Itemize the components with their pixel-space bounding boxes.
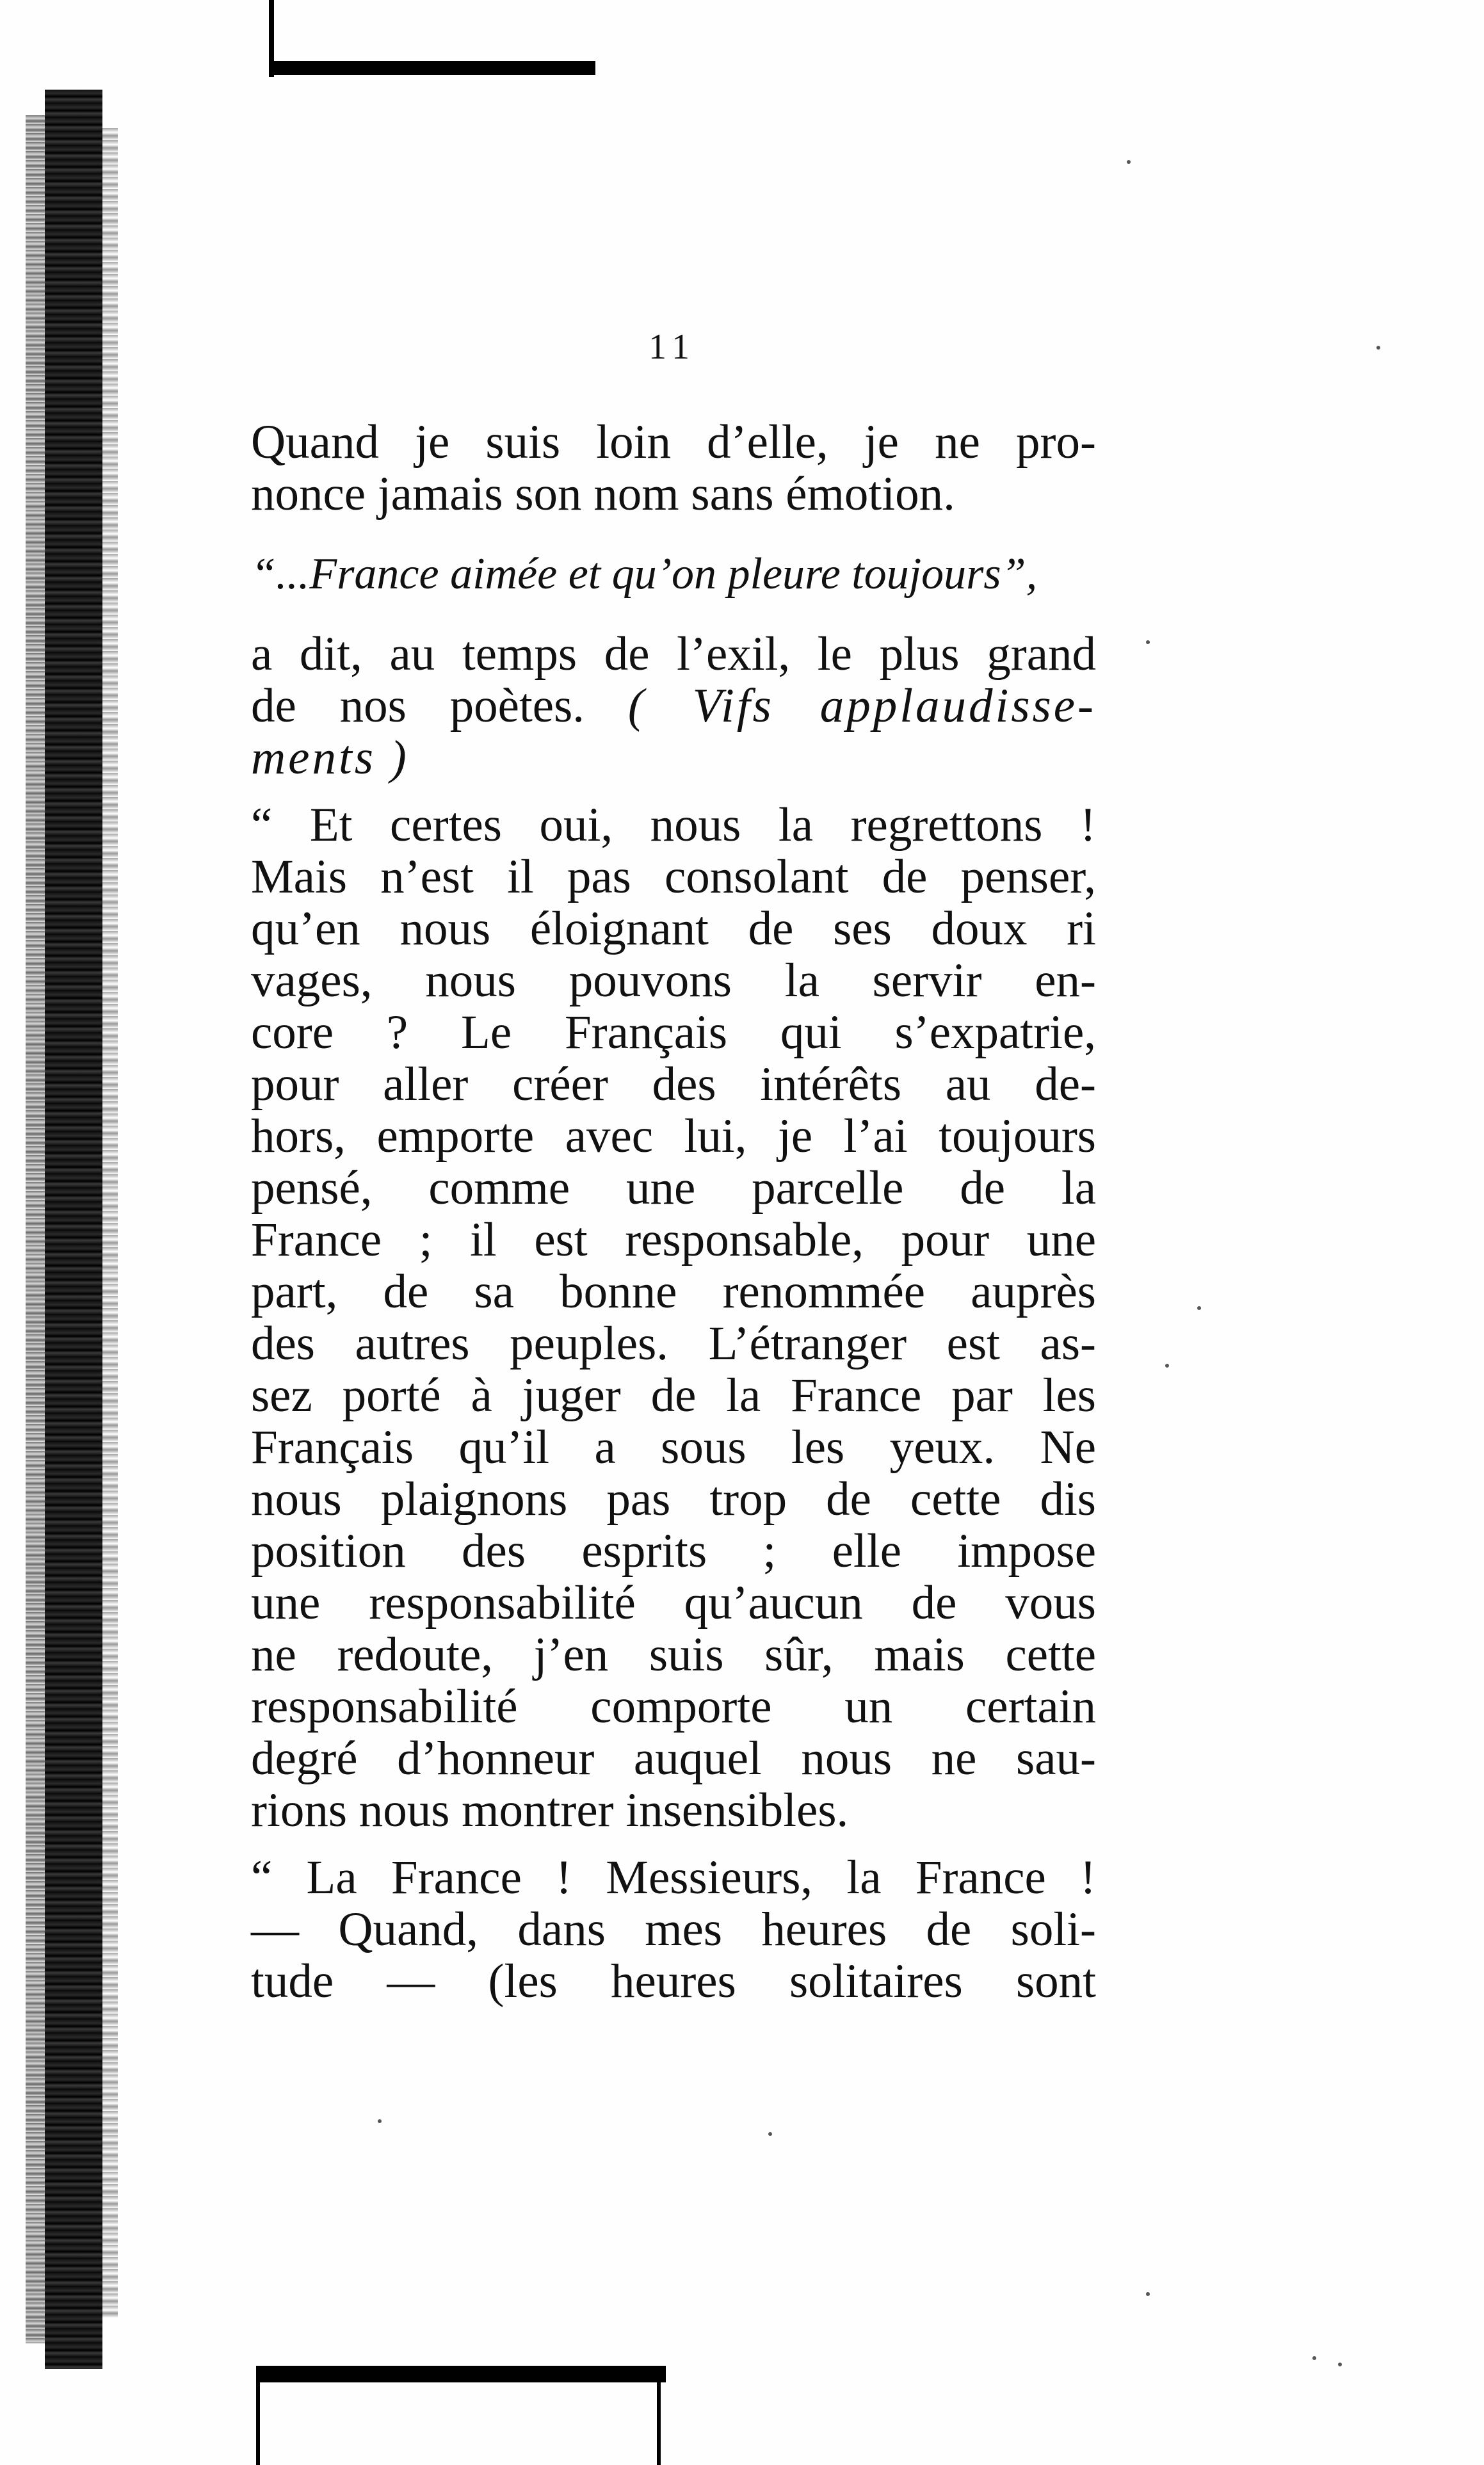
text-line: sez porté à juger de la France par les (251, 1369, 1096, 1422)
body-text (251, 416, 1096, 2007)
text-line: a dit, au temps de l’exil, le plus grand (251, 627, 1096, 681)
scan-speck (1338, 2363, 1342, 2366)
text-line: nonce jamais son nom sans émotion. (251, 467, 955, 521)
scan-clip-top (269, 0, 595, 77)
scan-speck (1127, 160, 1131, 164)
text-line: rions nous montrer insensibles. (251, 1784, 849, 1837)
poetry-quote: “...France aimée et qu’on pleure toujours”, (251, 549, 1038, 599)
text-line (251, 680, 1096, 732)
text-line: vages, nous pouvons la servir en- (251, 954, 1096, 1007)
scan-speck (1312, 2356, 1316, 2360)
scan-clip-bottom-post-right (657, 2366, 661, 2465)
text-line: pour aller créer des intérêts au de- (251, 1058, 1096, 1111)
scan-speck (768, 2132, 772, 2136)
text-line: core ? Le Français qui s’expatrie, (251, 1006, 1096, 1059)
text-line: nous plaignons pas trop de cette dis (251, 1473, 1096, 1526)
text-line: hors, emporte avec lui, je l’ai toujours (251, 1110, 1096, 1163)
text-line: part, de sa bonne renommée auprès (251, 1265, 1096, 1318)
scan-clip-bottom (256, 2366, 666, 2465)
text-line: — Quand, dans mes heures de soli- (251, 1903, 1096, 1956)
page-number: 11 (649, 327, 696, 367)
text-line-segment: de nos poètes. (251, 679, 585, 732)
binding-gutter (45, 90, 102, 2369)
scan-clip-bottom-post-left (256, 2366, 260, 2465)
binding-shadow-inner (101, 128, 118, 2318)
text-line: responsabilité comporte un certain (251, 1680, 1096, 1733)
applause-note-end: ments ) (251, 731, 409, 784)
text-line: “ Et certes oui, nous la regrettons ! (251, 798, 1096, 852)
paragraph-gap (251, 1836, 1096, 1852)
text-line: position des esprits ; elle impose (251, 1524, 1096, 1578)
scan-clip-bottom-bar (256, 2366, 666, 2382)
text-line: tude — (les heures solitaires sont (251, 1955, 1096, 2008)
text-line: une responsabilité qu’aucun de vous (251, 1576, 1096, 1629)
text-line: Mais n’est il pas consolant de penser, (251, 850, 1096, 903)
text-line: “ La France ! Messieurs, la France ! (251, 1851, 1096, 1904)
text-line: France ; il est responsable, pour une (251, 1213, 1096, 1266)
scan-speck (1165, 1364, 1169, 1368)
text-line: des autres peuples. L’étranger est as- (251, 1317, 1096, 1370)
scan-speck (378, 2119, 382, 2123)
scan-speck (1197, 1306, 1201, 1310)
text-line: Quand je suis loin d’elle, je ne pro- (251, 416, 1096, 469)
applause-note: ( Vifs applaudisse- (627, 679, 1097, 732)
text-line: ne redoute, j’en suis sûr, mais cette (251, 1628, 1096, 1681)
scan-speck (1146, 2292, 1150, 2296)
text-line: qu’en nous éloignant de ses doux ri (251, 902, 1096, 955)
scan-speck (1146, 640, 1150, 644)
text-line: degré d’honneur auquel nous ne sau- (251, 1732, 1096, 1785)
scan-clip-top-bar (269, 61, 595, 75)
scan-speck (1376, 346, 1380, 350)
text-line: pensé, comme une parcelle de la (251, 1161, 1096, 1215)
text-line: Français qu’il a sous les yeux. Ne (251, 1421, 1096, 1474)
paragraph-gap (251, 784, 1096, 799)
